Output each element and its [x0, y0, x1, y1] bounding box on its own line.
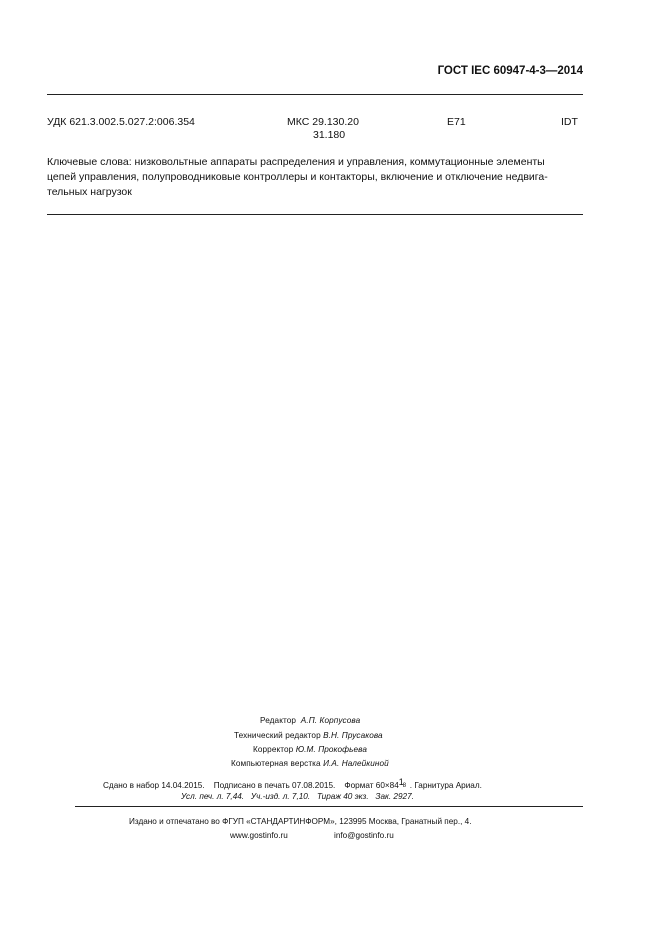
- okp-code: E71: [447, 116, 466, 128]
- imprint-line-1: [103, 777, 482, 790]
- publisher-email[interactable]: info@gostinfo.ru: [334, 831, 394, 840]
- imprint-divider: [75, 806, 583, 807]
- corrector-label: Корректор: [253, 745, 294, 754]
- format-fraction: [398, 777, 410, 790]
- keywords-block: [47, 155, 583, 200]
- format-denominator: 8: [402, 783, 407, 789]
- tech-editor-credit: [234, 731, 383, 740]
- corrector-name: Ю.М. Прокофьева: [295, 745, 368, 754]
- tech-editor-label: Технический редактор: [234, 731, 321, 740]
- typeface: . Гарнитура Ариал.: [409, 781, 482, 790]
- order-number: Зак. 2927.: [375, 792, 414, 801]
- typeset-date: Сдано в набор 14.04.2015.: [103, 781, 205, 790]
- keywords-line: Ключевые слова: низковольтные аппараты распределения и управления, коммутационные элементы: [47, 156, 545, 168]
- format-numerator: 1: [398, 777, 404, 787]
- print-run: Тираж 40 экз.: [316, 792, 369, 801]
- top-divider: [47, 94, 583, 95]
- keywords-line: цепей управления, полупроводниковые контроллеры и контакторы, включение и отключение недвига-: [47, 171, 548, 183]
- layout-name: И.А. Налейкиной: [323, 759, 389, 768]
- tech-editor-name: В.Н. Прусакова: [323, 731, 383, 740]
- publisher-website[interactable]: www.gostinfo.ru: [230, 831, 288, 840]
- keywords-line: тельных нагрузок: [47, 186, 132, 198]
- editor-name: А.П. Корпусова: [300, 716, 361, 725]
- signed-date: Подписано в печать 07.08.2015.: [213, 781, 336, 790]
- mks-code-2: 31.180: [313, 129, 346, 141]
- editor-label: Редактор: [260, 716, 297, 725]
- udk-code: УДК 621.3.002.5.027.2:006.354: [47, 116, 195, 128]
- publisher-sheets: Уч.-изд. л. 7,10.: [250, 792, 311, 801]
- standard-code: ГОСТ IEC 60947-4-3—2014: [437, 65, 583, 77]
- imprint-line-2: [181, 792, 414, 801]
- editor-credit: [260, 716, 360, 725]
- publisher-line: Издано и отпечатано во ФГУП «СТАНДАРТИНФОРМ», 123995 Москва, Гранатный пер., 4.: [129, 817, 472, 826]
- degree-of-correspondence: IDT: [561, 116, 578, 128]
- layout-credit: [231, 759, 389, 768]
- layout-label: Компьютерная верстка: [231, 759, 321, 768]
- paper-format: Формат 60×84: [344, 781, 399, 790]
- mks-code-1: МКС 29.130.20: [287, 116, 359, 128]
- corrector-credit: [253, 745, 367, 754]
- keywords-divider: [47, 214, 583, 215]
- print-sheets: Усл. печ. л. 7,44.: [181, 792, 245, 801]
